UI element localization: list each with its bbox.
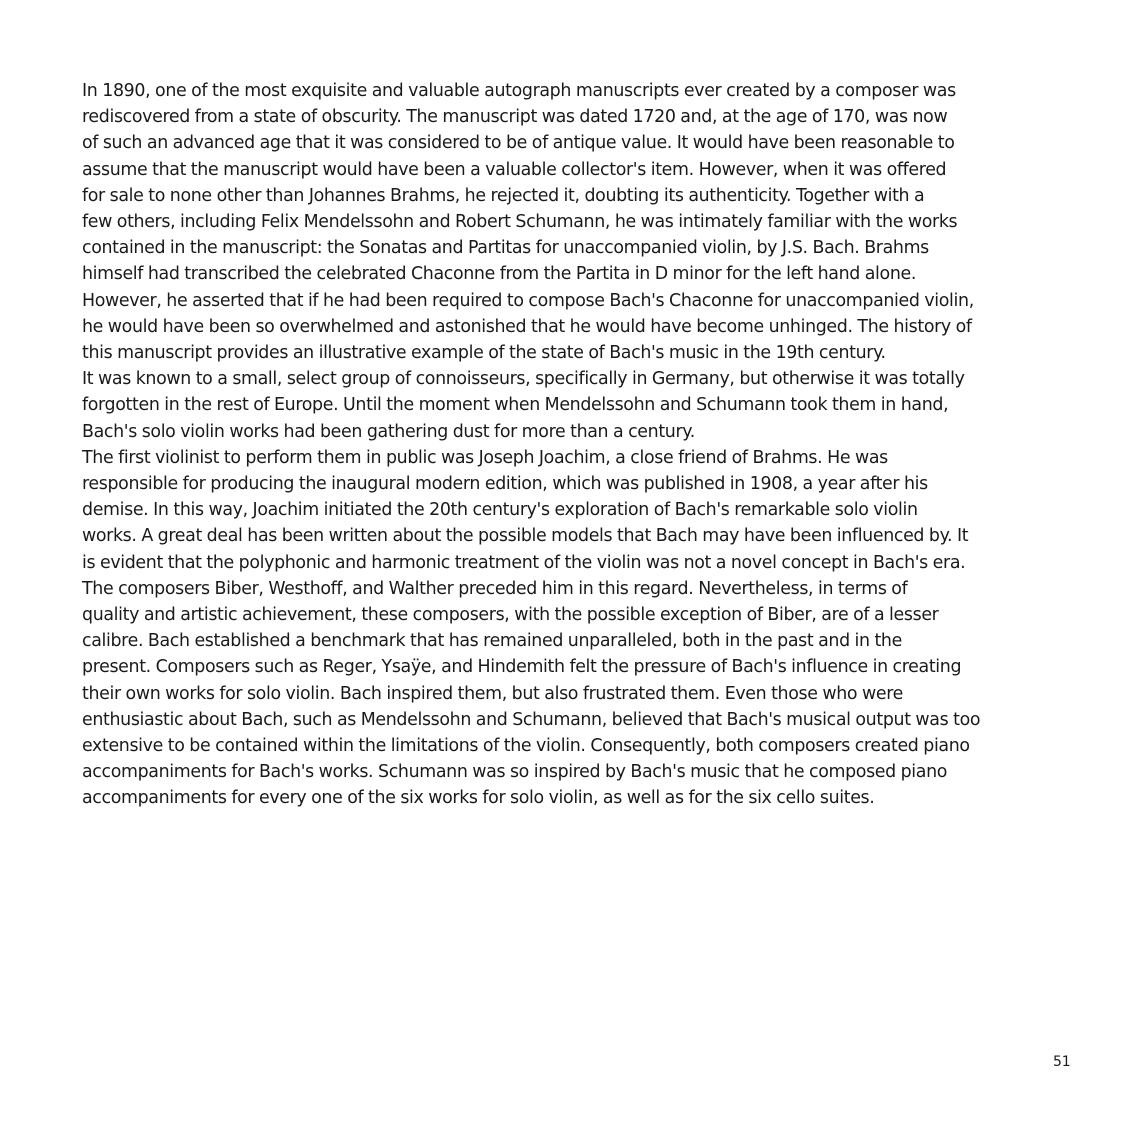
- text-line: The first violinist to perform them in public was Joseph Joachim, a close friend of Brahms. He was: [82, 447, 888, 468]
- text-line: present. Composers such as Reger, Ysaÿe, and Hindemith felt the pressure of Bach's influence in creating: [82, 657, 962, 678]
- page-number: 51: [1053, 1054, 1071, 1070]
- text-line: works. A great deal has been written about the possible models that Bach may have been influenced by. It: [82, 526, 969, 547]
- text-line: he would have been so overwhelmed and astonished that he would have become unhinged. The history of: [82, 316, 972, 337]
- text-line: few others, including Felix Mendelssohn and Robert Schumann, he was intimately familiar with the works: [82, 212, 958, 233]
- text-line: The composers Biber, Westhoff, and Walther preceded him in this regard. Nevertheless, in terms of: [82, 578, 908, 599]
- text-line: assume that the manuscript would have been a valuable collector's item. However, when it was offered: [82, 159, 947, 180]
- text-line: calibre. Bach established a benchmark that has remained unparalleled, both in the past and in the: [82, 631, 902, 652]
- text-line: this manuscript provides an illustrative example of the state of Bach's music in the 19th century.: [82, 343, 886, 364]
- text-line: accompaniments for every one of the six works for solo violin, as well as for the six cello suites.: [82, 788, 875, 809]
- text-line: enthusiastic about Bach, such as Mendelssohn and Schumann, believed that Bach's musical output was too: [82, 709, 981, 730]
- text-line: is evident that the polyphonic and harmonic treatment of the violin was not a novel concept in Bach's era.: [82, 552, 966, 573]
- text-line: quality and artistic achievement, these composers, with the possible exception of Biber, are of a lesser: [82, 605, 939, 626]
- text-line: of such an advanced age that it was considered to be of antique value. It would have been reasonable to: [82, 133, 955, 154]
- text-line: forgotten in the rest of Europe. Until the moment when Mendelssohn and Schumann took them in hand,: [82, 395, 949, 416]
- text-line: their own works for solo violin. Bach inspired them, but also frustrated them. Even those who were: [82, 683, 903, 704]
- text-line: In 1890, one of the most exquisite and valuable autograph manuscripts ever created by a composer was: [82, 81, 956, 101]
- text-line: Bach's solo violin works had been gathering dust for more than a century.: [82, 421, 695, 442]
- body-text: [82, 78, 1042, 812]
- text-line: demise. In this way, Joachim initiated the 20th century's exploration of Bach's remarkable solo violin: [82, 500, 918, 521]
- text-line: It was known to a small, select group of connoisseurs, specifically in Germany, but otherwise it was totally: [82, 369, 965, 390]
- text-line: responsible for producing the inaugural modern edition, which was published in 1908, a year after his: [82, 474, 928, 495]
- text-line: accompaniments for Bach's works. Schumann was so inspired by Bach's music that he composed piano: [82, 762, 948, 783]
- text-line: contained in the manuscript: the Sonatas and Partitas for unaccompanied violin, by J.S. Bach. Brahms: [82, 238, 929, 259]
- text-line: himself had transcribed the celebrated Chaconne from the Partita in D minor for the left hand alone.: [82, 264, 917, 285]
- text-line: extensive to be contained within the limitations of the violin. Consequently, both composers created piano: [82, 736, 970, 757]
- text-line: rediscovered from a state of obscurity. The manuscript was dated 1720 and, at the age of 170, was now: [82, 107, 948, 128]
- text-line: However, he asserted that if he had been required to compose Bach's Chaconne for unaccompanied violin,: [82, 290, 974, 311]
- text-line: for sale to none other than Johannes Brahms, he rejected it, doubting its authenticity. Together with a: [82, 185, 925, 206]
